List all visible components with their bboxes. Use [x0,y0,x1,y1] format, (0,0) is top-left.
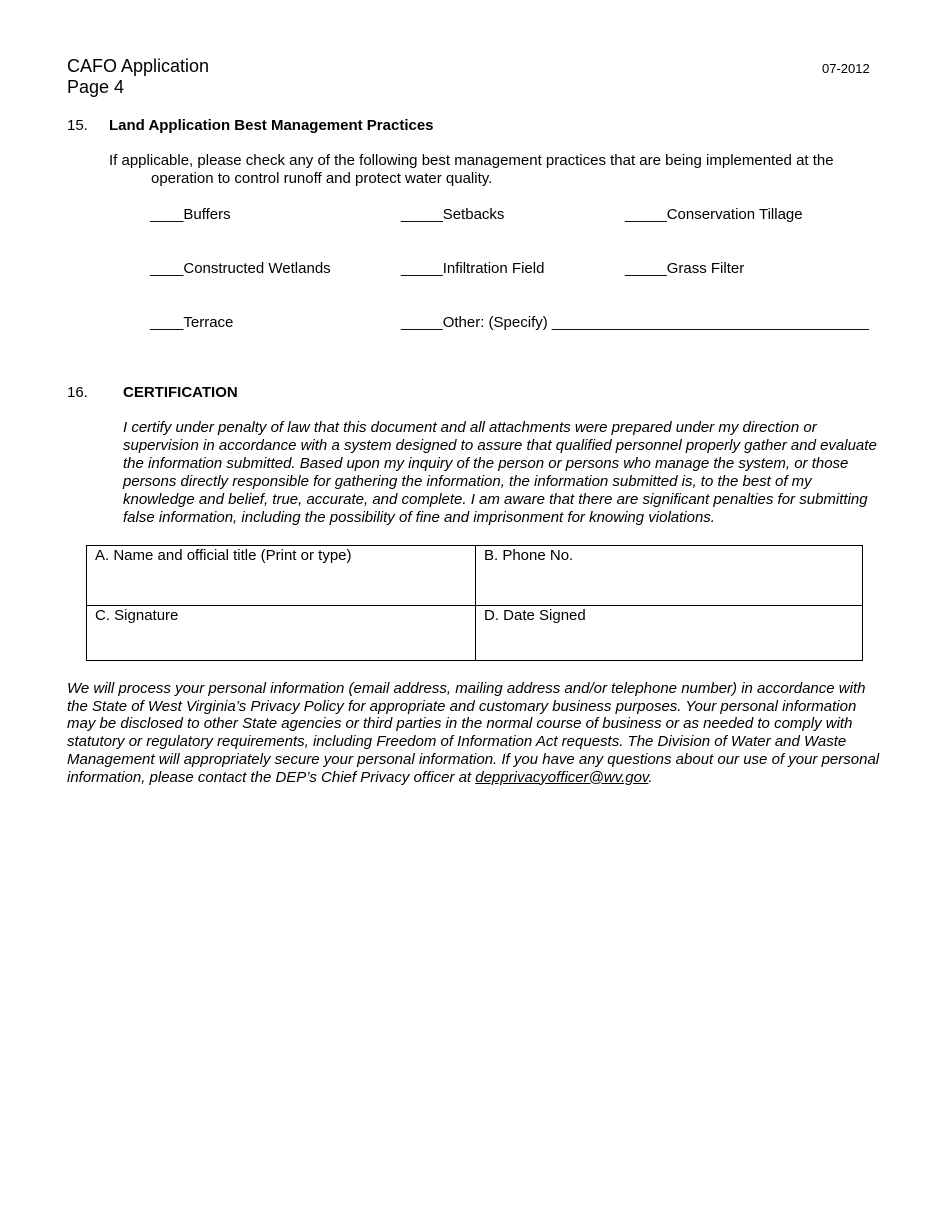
bmp-buffers[interactable]: ____Buffers [150,206,231,223]
section-15-title: Land Application Best Management Practices [109,117,434,134]
intro-line-1: If applicable, please check any of the following best management practices that are being implemented at the [109,152,834,169]
name-title-field[interactable] [87,546,476,606]
certification-statement: I certify under penalty of law that this document and all attachments were prepared under my direction or supervision in accordance with a system designed to assure that qualified personnel properly gather and evaluate the information submitted. Based upon my inquiry of the person or persons who manage the system, or those persons directly responsible for gathering the information, the information submitted is, to the best of my knowledge and belief, true, accurate, and complete. I am aware that there are significant penalties for submitting false information, including the possibility of fine and imprisonment for knowing violations. [123,419,877,526]
signature-field[interactable] [87,606,476,660]
date-signed-field[interactable] [476,606,862,660]
privacy-text: We will process your personal information (email address, mailing address and/or telephone number) in accordance with the State of West Virginia’s Privacy Policy for appropriate and customary business purposes. Your personal information may be disclosed to other State agencies or third parties in the normal course of business or as needed to comply with statutory or regulatory requirements, including Freedom of Information Act requests. The Division of Water and Waste Management will appropriately secure your personal information. If you have any questions about our use of your personal information, please contact the DEP’s Chief Privacy officer at [67,680,880,786]
date-signed-label: D. Date Signed [484,607,586,624]
bmp-conservation-tillage[interactable]: _____Conservation Tillage [625,206,803,223]
section-15-number: 15. [67,117,88,134]
page-number: Page 4 [67,77,125,97]
phone-label: B. Phone No. [484,547,574,564]
document-title: CAFO Application [67,56,210,76]
privacy-notice [67,680,882,786]
bmp-grass-filter[interactable]: _____Grass Filter [625,260,745,277]
bmp-setbacks[interactable]: _____Setbacks [401,206,505,223]
phone-field[interactable] [476,546,862,606]
privacy-email-link[interactable]: depprivacyofficer@wv.gov [475,768,649,786]
signature-label: C. Signature [95,607,179,624]
section-16-number: 16. [67,384,88,401]
privacy-end: . [648,768,653,786]
name-title-label: A. Name and official title (Print or type) [95,547,352,564]
bmp-infiltration-field[interactable]: _____Infiltration Field [401,260,545,277]
bmp-constructed-wetlands[interactable]: ____Constructed Wetlands [150,260,331,277]
bmp-other-specify[interactable]: _____Other: (Specify) ______________________________________ [401,314,869,331]
section-16-title: CERTIFICATION [123,384,238,401]
intro-line-2: operation to control runoff and protect water quality. [151,170,493,187]
revision-date: 07-2012 [822,61,870,76]
section-15-intro [109,152,879,188]
signature-table [86,545,863,661]
bmp-terrace[interactable]: ____Terrace [150,314,234,331]
